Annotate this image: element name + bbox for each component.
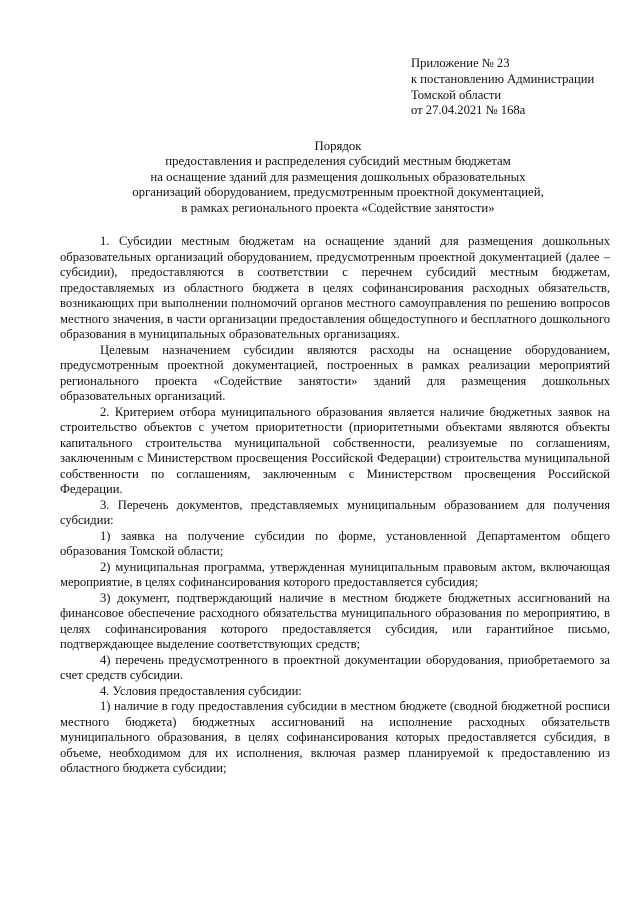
annex-to-resolution: к постановлению Администрации: [411, 71, 595, 86]
annex-region: Томской области: [411, 87, 502, 102]
document-body: [60, 234, 610, 777]
title-line-3: организаций оборудованием, предусмотренным проектной документацией,: [132, 185, 544, 200]
paragraph-4: 4. Условия предоставления субсидии:: [100, 683, 302, 698]
title-line-4: в рамках регионального проекта «Содействие занятости»: [181, 200, 495, 215]
paragraph-3: 3. Перечень документов, представляемых муниципальным образованием для получения субсидии:: [60, 497, 610, 527]
title-heading: Порядок: [314, 139, 362, 153]
list-item-3-4: 4) перечень предусмотренного в проектной документации оборудования, приобретаемого за счет средств субсидии.: [60, 652, 610, 682]
document-title: [60, 139, 616, 216]
list-item-3-2: 2) муниципальная программа, утвержденная муниципальным правовым актом, включающая мероприятие, в целях софинансирования которого предоставляется субсидия;: [60, 559, 610, 589]
annex-date-number: от 27.04.2021 № 168а: [411, 103, 526, 118]
list-item-4-1: 1) наличие в году предоставления субсидии в местном бюджете (сводной бюджетной росписи местного бюджета) бюджетных ассигнований на исполнение расходных обязательств муниципального образования, в целях софинансирования которых предоставляется субсидия, в объеме, необходимом для их исполнения, включая размер планируемой к предоставлению из областного бюджета субсидии;: [60, 699, 610, 775]
title-line-2: на оснащение зданий для размещения дошкольных образовательных: [150, 169, 526, 184]
list-item-3-3: 3) документ, подтверждающий наличие в местном бюджете бюджетных ассигнований на финансовое обеспечение расходного обязательства муниципального образования по мероприятию, в целях софинансирования которого предоставляется субсидия, или гарантийное письмо, подтверждающее выделение соответствующих средств;: [60, 590, 610, 651]
annex-number: Приложение № 23: [411, 56, 510, 70]
paragraph-1: 1. Субсидии местным бюджетам на оснащение зданий для размещения дошкольных образовательных организаций оборудованием, предусмотренным проектной документацией (далее – субсидии), предоставляются в соответствии с перечнем субсидий местным бюджетам, предоставляемых из областного бюджета в целях софинансирования расходных обязательств, возникающих при выполнении полномочий органов местного самоуправления по решению вопросов местного значения, в части организации предоставления общедоступного и бесплатного дошкольного образования в муниципальных образовательных организациях.: [60, 234, 610, 341]
annex-reference: [411, 56, 594, 119]
paragraph-purpose: Целевым назначением субсидии являются расходы на оснащение оборудованием, предусмотренным проектной документацией, построенных в рамках реализации мероприятий регионального проекта «Содействие занятости» зданий для размещения дошкольных образовательных организаций.: [60, 342, 610, 403]
title-line-1: предоставления и распределения субсидий местным бюджетам: [165, 154, 511, 169]
list-item-3-1: 1) заявка на получение субсидии по форме, установленной Департаментом общего образования Томской области;: [60, 528, 610, 558]
paragraph-2: 2. Критерием отбора муниципального образования является наличие бюджетных заявок на строительство объектов с учетом приоритетности (приоритетными объектами являются объекты капитального строительства муниципальной собственности, реализуемые по соглашениям, заключенным с Министерством просвещения Российской Федерации) строительства муниципальной собственности по соглашениям, заключенным с Министерством просвещения Российской Федерации.: [60, 404, 610, 496]
